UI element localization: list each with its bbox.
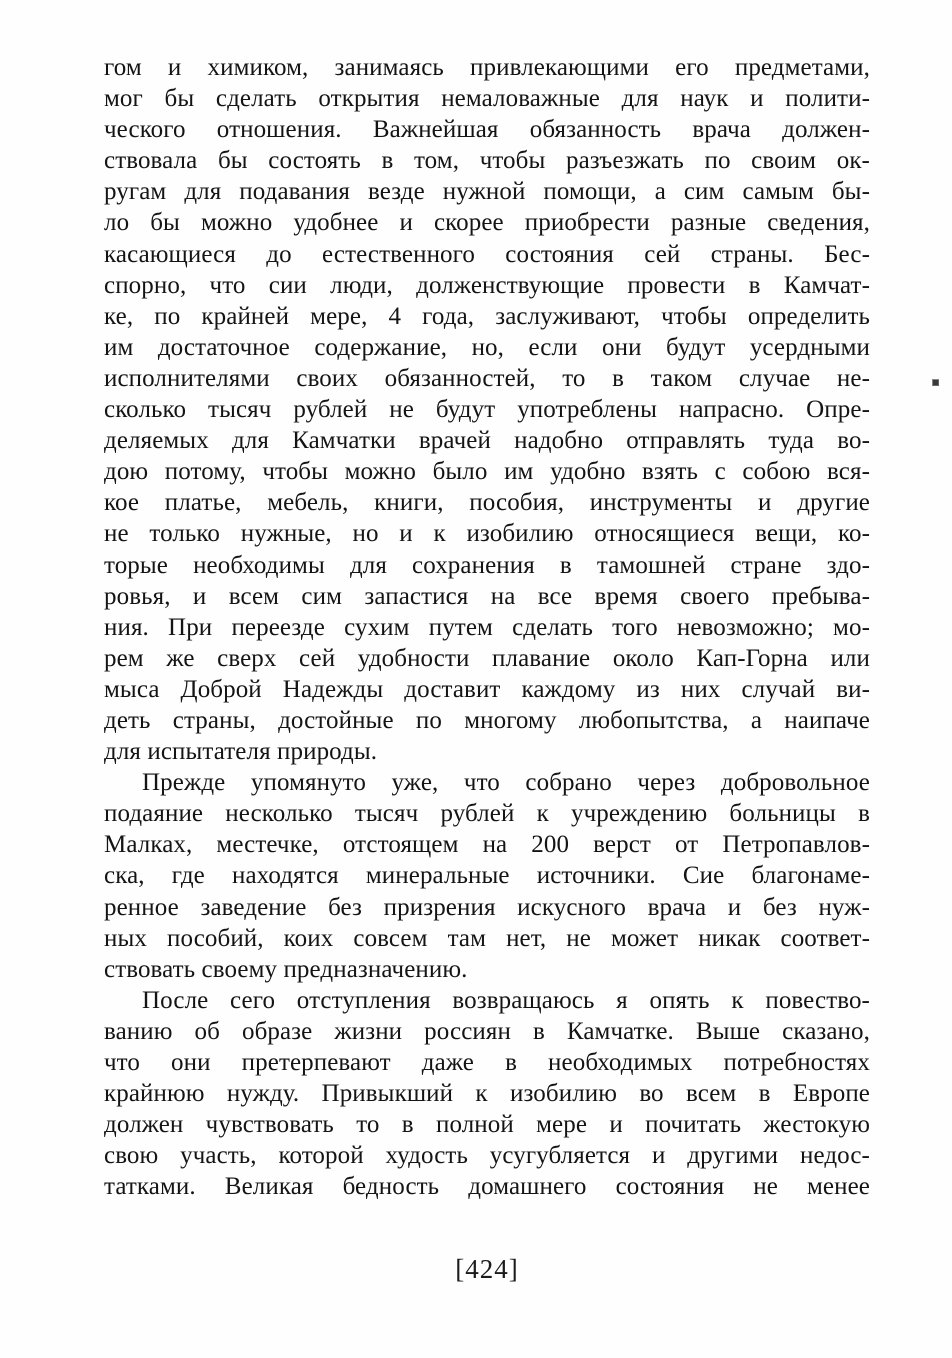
text-line: ванию об образе жизни россиян в Камчатке. Выше сказано, bbox=[104, 1017, 870, 1045]
text-line: спорно, что сии люди, долженствующие провести в Камчат- bbox=[104, 271, 870, 299]
text-line: подаяние несколько тысяч рублей к учреждению больницы в bbox=[104, 800, 870, 828]
page-number: [424] bbox=[455, 1254, 519, 1284]
text-line: деть страны, достойные по многому любопытства, а наипаче bbox=[104, 706, 870, 734]
text-line: ке, по крайней мере, 4 года, заслуживают, чтобы определить bbox=[104, 302, 870, 330]
text-line: рем же сверх сей удобности плавание около Кап-Горна или bbox=[104, 644, 870, 672]
text-line: ровья, и всем сим запастися на все время своего пребыва- bbox=[104, 582, 870, 610]
text-line: ло бы можно удобнее и скорее приобрести разные сведения, bbox=[104, 209, 870, 237]
text-line: ческого отношения. Важнейшая обязанность врача должен- bbox=[104, 116, 870, 144]
text-line: ругам для подавания везде нужной помощи, а сим самым бы- bbox=[104, 178, 870, 206]
text-line: мог бы сделать открытия немаловажные для наук и полити- bbox=[104, 85, 870, 113]
text-line: ствовала бы состоять в том, чтобы разъезжать по своим ок- bbox=[104, 147, 870, 175]
text-line: татками. Великая бедность домашнего состояния не менее bbox=[104, 1173, 870, 1201]
text-line: торые необходимы для сохранения в тамошней стране здо- bbox=[104, 551, 870, 579]
text-line: дою потому, чтобы можно было им удобно взять с собою вся- bbox=[104, 458, 870, 486]
text-line: Прежде упомянуто уже, что собрано через добровольное bbox=[142, 769, 870, 797]
text-line: мыса Доброй Надежды доставит каждому из них случай ви- bbox=[104, 675, 870, 703]
text-line: Малках, местечке, отстоящем на 200 верст от Петропавлов- bbox=[104, 831, 870, 859]
text-line: кое платье, мебель, книги, пособия, инструменты и другие bbox=[104, 489, 870, 517]
page-text bbox=[104, 52, 870, 1202]
text-line: ния. При переезде сухим путем сделать того невозможно; мо- bbox=[104, 613, 870, 641]
text-line: ных пособий, коих совсем там нет, не может никак соответ- bbox=[104, 924, 870, 952]
text-line: После сего отступления возвращаюсь я опять к повество- bbox=[142, 986, 870, 1014]
text-line: сколько тысяч рублей не будут употреблены напрасно. Опре- bbox=[104, 396, 870, 424]
page-footer bbox=[104, 1254, 870, 1285]
text-line: гом и химиком, занимаясь привлекающими его предметами, bbox=[104, 54, 870, 81]
text-line: должен чувствовать то в полной мере и почитать жестокую bbox=[104, 1111, 870, 1139]
text-line: ска, где находятся минеральные источники. Сие благонаме- bbox=[104, 862, 870, 890]
text-line: деляемых для Камчатки врачей надобно отправлять туда во- bbox=[104, 427, 870, 455]
text-line: крайнюю нужду. Привыкший к изобилию во всем в Европе bbox=[104, 1080, 870, 1108]
text-line: для испытателя природы. bbox=[104, 738, 378, 766]
text-line: им достаточное содержание, но, если они будут усердными bbox=[104, 333, 870, 361]
scan-speck bbox=[932, 379, 939, 386]
text-line: не только нужные, но и к изобилию относящиеся вещи, ко- bbox=[104, 520, 870, 548]
text-line: что они претерпевают даже в необходимых потребностях bbox=[104, 1049, 870, 1076]
text-line: свою участь, которой худость усугубляется и другими недос- bbox=[104, 1142, 870, 1170]
text-line: ренное заведение без призрения искусного врача и без нуж- bbox=[104, 893, 870, 921]
text-line: касающиеся до естественного состояния сей страны. Бес- bbox=[104, 240, 870, 268]
text-line: исполнителями своих обязанностей, то в таком случае не- bbox=[104, 364, 870, 392]
text-line: ствовать своему предназначению. bbox=[104, 955, 468, 983]
